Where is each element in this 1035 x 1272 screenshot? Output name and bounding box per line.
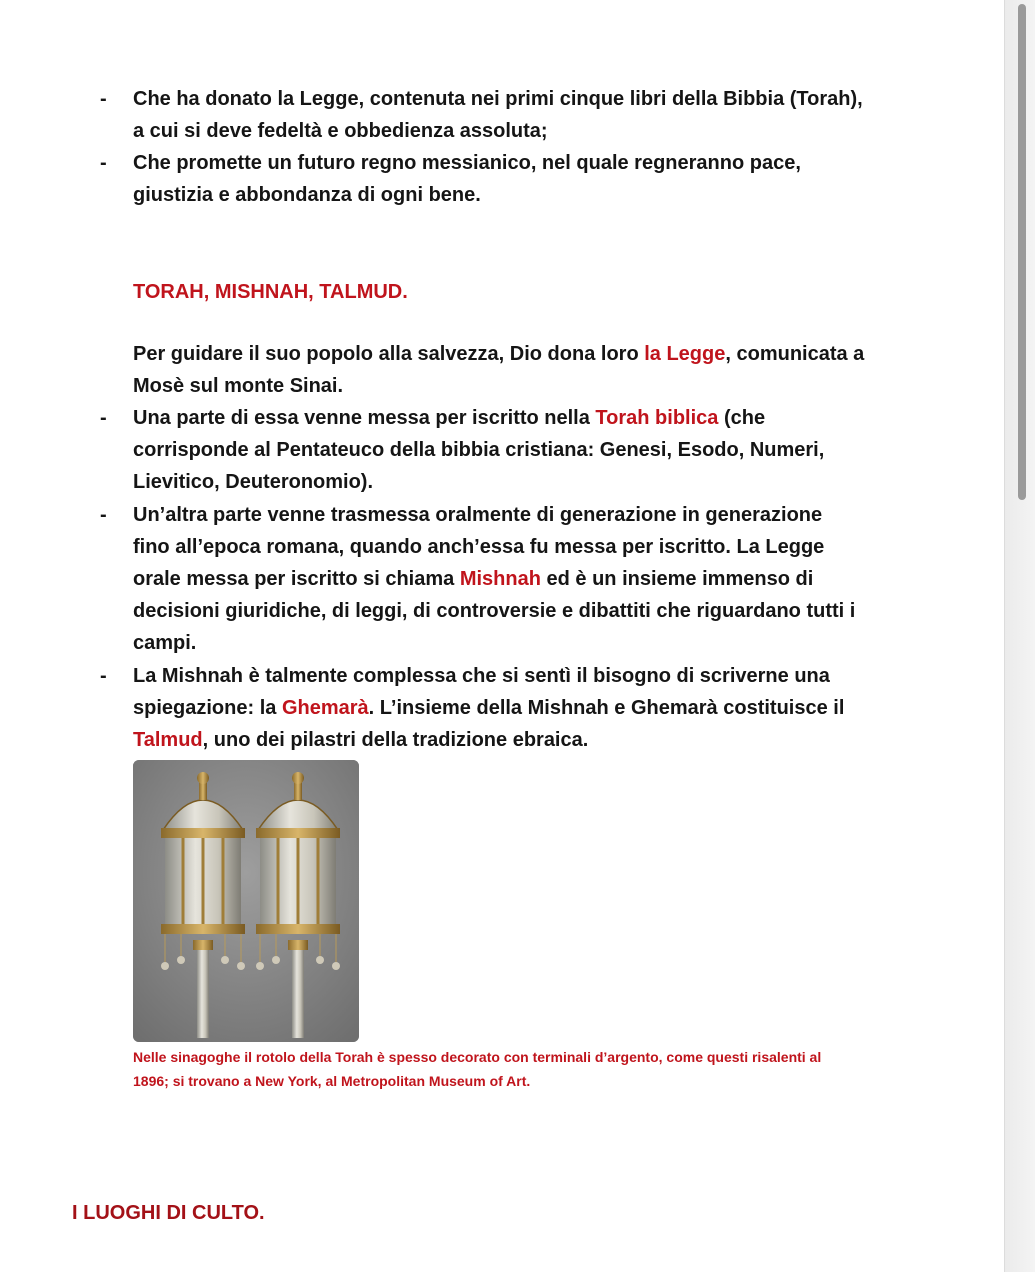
section-heading-luoghi-di-culto: I LUOGHI DI CULTO. xyxy=(72,1202,265,1224)
vertical-scrollbar[interactable] xyxy=(1004,0,1035,1272)
talmud-line-2 xyxy=(133,692,844,724)
torah-finials-photo xyxy=(133,760,359,1042)
mishnah-line-5: campi. xyxy=(133,632,197,654)
mishnah-text-b: ed è un insieme immenso di xyxy=(540,568,814,590)
photo-caption-line-1: Nelle sinagoghe il rotolo della Torah è spesso decorato con terminali d’argento, come questi risalenti al xyxy=(133,1049,822,1065)
bullet-dash: - xyxy=(100,88,107,110)
mishnah-line-2: fino all’epoca romana, quando anch’essa fu messa per iscritto. La Legge xyxy=(133,536,825,558)
torah-line-3: Lievitico, Deuteronomio). xyxy=(133,471,374,493)
talmud-line-1: La Mishnah è talmente complessa che si sentì il bisogno di scriverne una xyxy=(133,665,830,687)
mishnah-line-4: decisioni giuridiche, di leggi, di controversie e dibattiti che riguardano tutti i xyxy=(133,600,856,622)
highlight-ghemara: Ghemarà xyxy=(281,697,369,719)
bullet-dash: - xyxy=(100,665,107,687)
torah-line-2: corrisponde al Pentateuco della bibbia cristiana: Genesi, Esodo, Numeri, xyxy=(133,439,825,461)
talmud-text-b2: , uno dei pilastri della tradizione ebraica. xyxy=(202,729,589,751)
bullet-dash: - xyxy=(100,504,107,526)
bullet-legge-line-2: a cui si deve fedeltà e obbedienza assoluta; xyxy=(133,120,548,142)
talmud-text-a: spiegazione: la xyxy=(133,697,282,719)
intro-line-2: Mosè sul monte Sinai. xyxy=(133,375,344,397)
torah-text-b: (che xyxy=(718,407,766,429)
mishnah-line-1: Un’altra parte venne trasmessa oralmente di generazione in generazione xyxy=(133,504,823,526)
talmud-line-3 xyxy=(133,724,588,756)
photo-caption-line-2: 1896; si trovano a New York, al Metropolitan Museum of Art. xyxy=(133,1073,531,1089)
bullet-messianico-line-1: Che promette un futuro regno messianico, nel quale regneranno pace, xyxy=(133,152,801,174)
intro-text-a: Per guidare il suo popolo alla salvezza, Dio dona loro xyxy=(133,343,645,365)
mishnah-line-3 xyxy=(133,563,813,595)
highlight-talmud: Talmud xyxy=(133,729,203,751)
mishnah-text-a: orale messa per iscritto si chiama xyxy=(133,568,460,590)
bullet-dash: - xyxy=(100,152,107,174)
bullet-messianico-line-2: giustizia e abbondanza di ogni bene. xyxy=(133,184,481,206)
bullet-dash: - xyxy=(100,407,107,429)
highlight-mishnah: Mishnah xyxy=(459,568,541,590)
bullet-legge-line-1: Che ha donato la Legge, contenuta nei primi cinque libri della Bibbia (Torah), xyxy=(133,88,863,110)
section-heading-torah-mishnah-talmud: TORAH, MISHNAH, TALMUD. xyxy=(133,281,408,303)
intro-line-1 xyxy=(133,338,864,370)
talmud-text-b: . L’insieme della Mishnah e Ghemarà costituisce il xyxy=(368,697,845,719)
intro-text-b: , comunicata a xyxy=(725,343,865,365)
highlight-la-legge: la Legge xyxy=(644,343,726,365)
torah-text-a: Una parte di essa venne messa per iscritto nella xyxy=(133,407,596,429)
torah-line-1 xyxy=(133,402,765,434)
scrollbar-thumb[interactable] xyxy=(1018,4,1026,500)
highlight-torah-biblica: Torah biblica xyxy=(595,407,719,429)
